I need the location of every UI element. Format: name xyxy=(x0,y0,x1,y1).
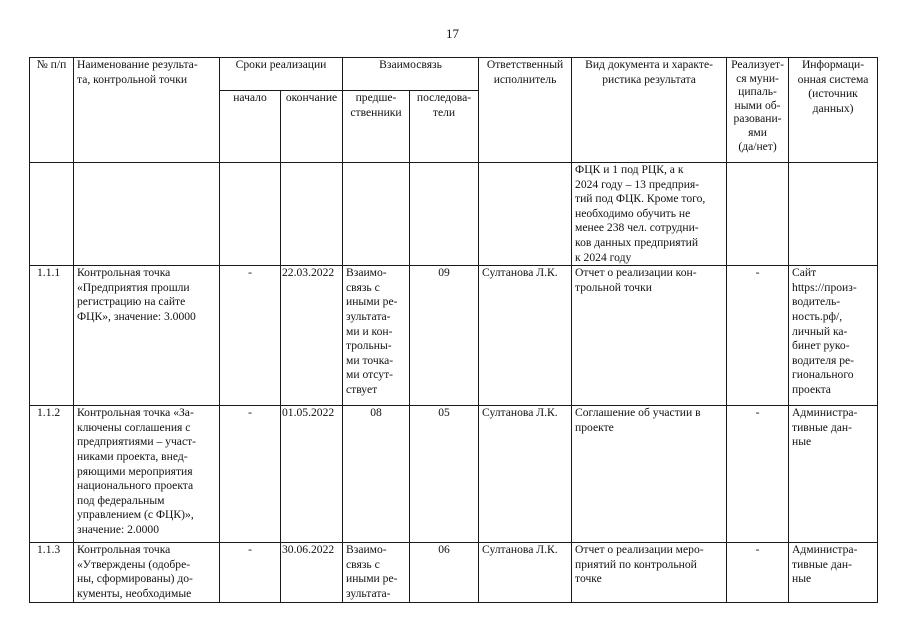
row-responsible: Султанова Л.К. xyxy=(479,406,572,543)
row-municipal: - xyxy=(727,406,789,543)
row-municipal: - xyxy=(727,266,789,406)
row-number: 1.1.2 xyxy=(30,406,74,543)
table-row xyxy=(30,266,878,406)
header-municipal: Реализует- ся муни- ципаль- ными об- разовани- ями (да/нет) xyxy=(727,58,789,163)
row-end: 22.03.2022 xyxy=(281,266,343,406)
row-successors: 06 xyxy=(410,543,479,603)
row-predecessors: Взаимо- связь с иными ре- зультата- ми и кон- трольны- ми точка- ми отсут- ствует xyxy=(343,266,410,406)
row-responsible: Султанова Л.К. xyxy=(479,266,572,406)
header-responsible: Ответственный исполнитель xyxy=(479,58,572,163)
header-info-system: Информаци- онная система (источник данных) xyxy=(789,58,878,163)
continuation-doc-cell: ФЦК и 1 под РЦК, а к 2024 году – 13 предприя- тий под ФЦК. Кроме того, необходимо обучить не менее 238 чел. сотрудни- ков данных предприятий к 2024 году xyxy=(572,163,727,266)
header-name: Наименование результа- та, контрольной точки xyxy=(74,58,220,163)
header-predecessors: предше- ственники xyxy=(343,91,410,163)
row-doc: Соглашение об участии в проекте xyxy=(572,406,727,543)
row-name: Контрольная точка «Утверждены (одобре- ны, сформированы) до- кументы, необходимые xyxy=(74,543,220,603)
header-num: № п/п xyxy=(30,58,74,163)
header-row-1 xyxy=(30,58,878,91)
row-doc: Отчет о реализации меро- приятий по контрольной точке xyxy=(572,543,727,603)
row-end: 30.06.2022 xyxy=(281,543,343,603)
row-start: - xyxy=(220,406,281,543)
row-number: 1.1.1 xyxy=(30,266,74,406)
table-cell xyxy=(479,163,572,266)
table-cell xyxy=(281,163,343,266)
row-municipal: - xyxy=(727,543,789,603)
table-cell xyxy=(74,163,220,266)
row-successors: 05 xyxy=(410,406,479,543)
row-name: Контрольная точка «За- ключены соглашения с предприятиями – участ- никами проекта, внед- ряющими мероприятия национального проекта под федеральным управлением (с ФЦК)», значение: 2.0000 xyxy=(74,406,220,543)
header-relation: Взаимосвязь xyxy=(343,58,479,91)
row-info-system: Администра- тивные дан- ные xyxy=(789,406,878,543)
row-doc: Отчет о реализации кон- трольной точки xyxy=(572,266,727,406)
header-successors: последова- тели xyxy=(410,91,479,163)
table-cell xyxy=(220,163,281,266)
row-predecessors: Взаимо- связь с иными ре- зультата- xyxy=(343,543,410,603)
table-cell xyxy=(410,163,479,266)
row-successors: 09 xyxy=(410,266,479,406)
row-number: 1.1.3 xyxy=(30,543,74,603)
continuation-row xyxy=(30,163,878,266)
results-table xyxy=(29,57,878,603)
row-start: - xyxy=(220,266,281,406)
header-doc-type: Вид документа и характе- ристика результата xyxy=(572,58,727,163)
row-info-system: Администра- тивные дан- ные xyxy=(789,543,878,603)
row-end: 01.05.2022 xyxy=(281,406,343,543)
page-number: 17 xyxy=(446,26,459,41)
row-predecessors: 08 xyxy=(343,406,410,543)
table-cell xyxy=(30,163,74,266)
header-start: начало xyxy=(220,91,281,163)
row-name: Контрольная точка «Предприятия прошли регистрацию на сайте ФЦК», значение: 3.0000 xyxy=(74,266,220,406)
row-start: - xyxy=(220,543,281,603)
header-terms: Сроки реализации xyxy=(220,58,343,91)
row-responsible: Султанова Л.К. xyxy=(479,543,572,603)
header-end: окончание xyxy=(281,91,343,163)
table-cell xyxy=(343,163,410,266)
row-info-system: Сайт https://произ- водитель- ность.рф/, личный ка- бинет руко- водителя ре- гионального проекта xyxy=(789,266,878,406)
table-row xyxy=(30,543,878,603)
table-cell xyxy=(727,163,789,266)
table-cell xyxy=(789,163,878,266)
table-row xyxy=(30,406,878,543)
